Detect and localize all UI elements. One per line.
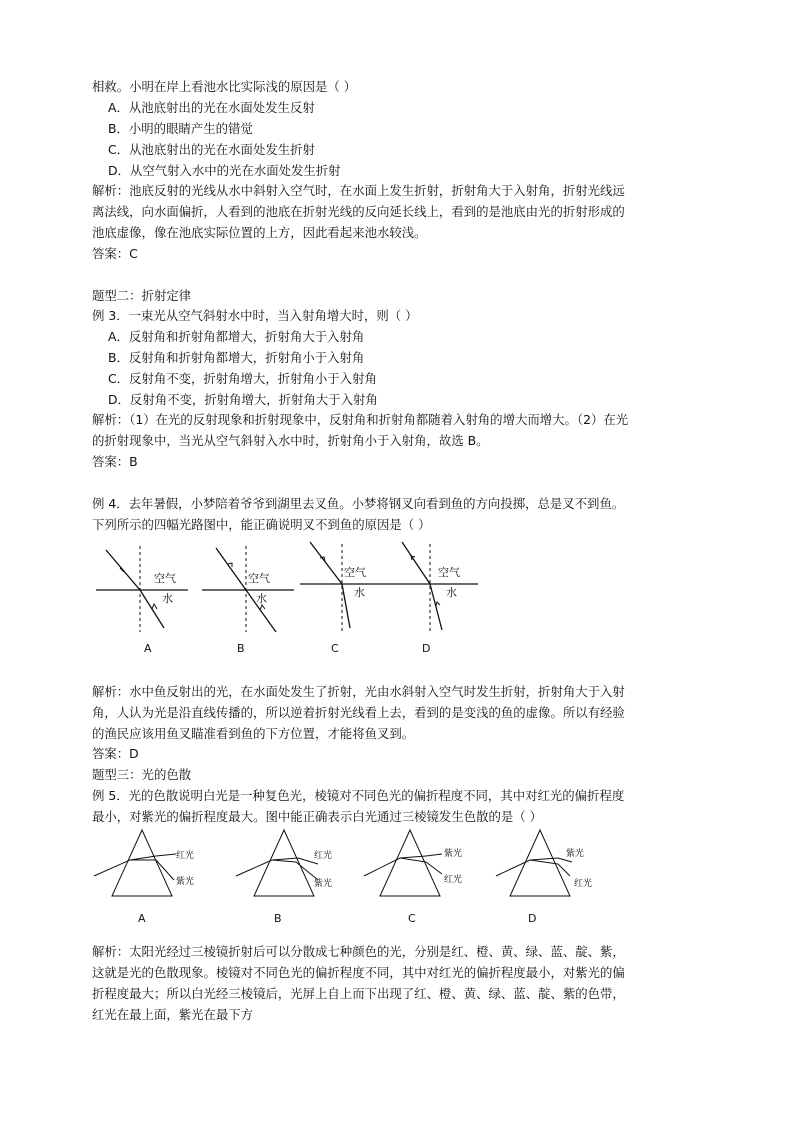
question-text: 下列所示的四幅光路图中，能正确说明叉不到鱼的原因是（ ） xyxy=(92,517,431,532)
analysis-line: 解析：太阳光经过三棱镜折射后可以分散成七种颜色的光，分别是红、橙、黄、绿、蓝、靛、紫， xyxy=(92,944,625,959)
air-label: 空气 xyxy=(438,566,460,579)
analysis-line: 红光在最上面，紫光在最下方 xyxy=(92,1007,254,1022)
option-c: C．从池底射出的光在水面处发生折射 xyxy=(108,142,315,157)
diagram-c xyxy=(300,542,392,632)
answer: 答案：C xyxy=(92,246,138,261)
diagram-c-label: C xyxy=(331,642,339,655)
analysis-line: 解析：水中鱼反射出的光，在水面处发生了折射，光由水斜射入空气时发生折射，折射角大于入射 xyxy=(92,684,625,699)
option-d: D．从空气射入水中的光在水面处发生折射 xyxy=(108,163,341,178)
light-label-top: 紫光 xyxy=(444,849,463,859)
option-b: B．反射角和折射角都增大，折射角小于入射角 xyxy=(108,350,365,365)
analysis-line: 解析：（1）在光的反射现象和折射现象中，反射角和折射角都随着入射角的增大而增大。（2）在光 xyxy=(92,412,629,427)
air-label: 空气 xyxy=(154,572,176,585)
prism-a xyxy=(94,830,194,896)
prism-d-label: D xyxy=(528,912,537,925)
prism-a-label: A xyxy=(138,912,146,925)
question-text: 相救。小明在岸上看池水比实际浅的原因是（ ） xyxy=(92,79,357,94)
light-label-bottom: 紫光 xyxy=(314,879,333,889)
option-a: A．反射角和折射角都增大，折射角大于入射角 xyxy=(108,329,365,344)
analysis-line: 这就是光的色散现象。棱镜对不同色光的偏折程度不同，其中对红光的偏折程度最小，对紫光的偏 xyxy=(92,965,625,980)
analysis-line: 离法线，向水面偏折，人看到的池底在折射光线的反向延长线上，看到的是池底由光的折射形成的 xyxy=(92,204,625,219)
diagram-d xyxy=(392,542,478,632)
prism-b-label: B xyxy=(274,912,282,925)
light-label-top: 红光 xyxy=(314,851,333,861)
analysis-line: 解析：池底反射的光线从水中斜射入空气时，在水面上发生折射，折射角大于入射角，折射光线远 xyxy=(92,183,625,198)
prism-b xyxy=(236,830,332,896)
light-label-bottom: 红光 xyxy=(574,879,593,889)
water-label: 水 xyxy=(256,592,267,605)
section-title: 题型二：折射定律 xyxy=(92,288,192,303)
light-label-bottom: 红光 xyxy=(444,875,463,885)
analysis-line: 池底虚像，像在池底实际位置的上方，因此看起来池水较浅。 xyxy=(92,225,427,240)
air-label: 空气 xyxy=(344,566,366,579)
analysis-line: 的渔民应该用鱼叉瞄准看到鱼的下方位置，才能将鱼叉到。 xyxy=(92,726,415,741)
analysis-line: 折程度最大；所以白光经三棱镜后，光屏上自上而下出现了红、橙、黄、绿、蓝、靛、紫的色带， xyxy=(92,986,625,1001)
water-label: 水 xyxy=(162,592,173,605)
option-b: B．小明的眼睛产生的错觉 xyxy=(108,121,253,136)
air-label: 空气 xyxy=(248,572,270,585)
diagram-b-label: B xyxy=(237,642,245,655)
option-d: D．反射角不变，折射角增大，折射角大于入射角 xyxy=(108,392,378,407)
diagram-b xyxy=(202,546,294,632)
option-c: C．反射角不变，折射角增大，折射角小于入射角 xyxy=(108,371,377,386)
light-label-top: 紫光 xyxy=(566,849,585,859)
prism-c-label: C xyxy=(408,912,416,925)
analysis-line: 角，人认为光是沿直线传播的，所以逆着折射光线看上去，看到的是变浅的鱼的虚像。所以有经验 xyxy=(92,705,625,720)
question-text: 最小，对紫光的偏折程度最大。图中能正确表示白光通过三棱镜发生色散的是（ ） xyxy=(92,809,543,824)
prism-diagrams xyxy=(92,828,612,928)
water-label: 水 xyxy=(354,586,365,599)
refraction-diagrams xyxy=(92,540,492,660)
analysis-line: 的折射现象中，当光从空气斜射入水中时，折射角小于入射角，故选 B。 xyxy=(92,433,489,448)
prism-d xyxy=(496,830,592,896)
prism-c xyxy=(364,830,462,896)
answer: 答案：B xyxy=(92,454,138,469)
water-label: 水 xyxy=(446,586,457,599)
diagram-a xyxy=(96,546,188,632)
section-title: 题型三：光的色散 xyxy=(92,767,192,782)
question-text: 例 5．光的色散说明白光是一种复色光，棱镜对不同色光的偏折程度不同，其中对红光的偏折程度 xyxy=(92,788,625,803)
light-label-top: 红光 xyxy=(176,851,195,861)
question-text: 例 3．一束光从空气斜射水中时，当入射角增大时，则（ ） xyxy=(92,308,418,323)
diagram-d-label: D xyxy=(422,642,431,655)
question-text: 例 4．去年暑假，小梦陪着爷爷到湖里去叉鱼。小梦将钢叉向看到鱼的方向投掷，总是叉不到鱼。 xyxy=(92,496,625,511)
diagram-a-label: A xyxy=(144,642,152,655)
light-label-bottom: 紫光 xyxy=(176,877,195,887)
option-a: A．从池底射出的光在水面处发生反射 xyxy=(108,100,315,115)
answer: 答案：D xyxy=(92,746,139,761)
